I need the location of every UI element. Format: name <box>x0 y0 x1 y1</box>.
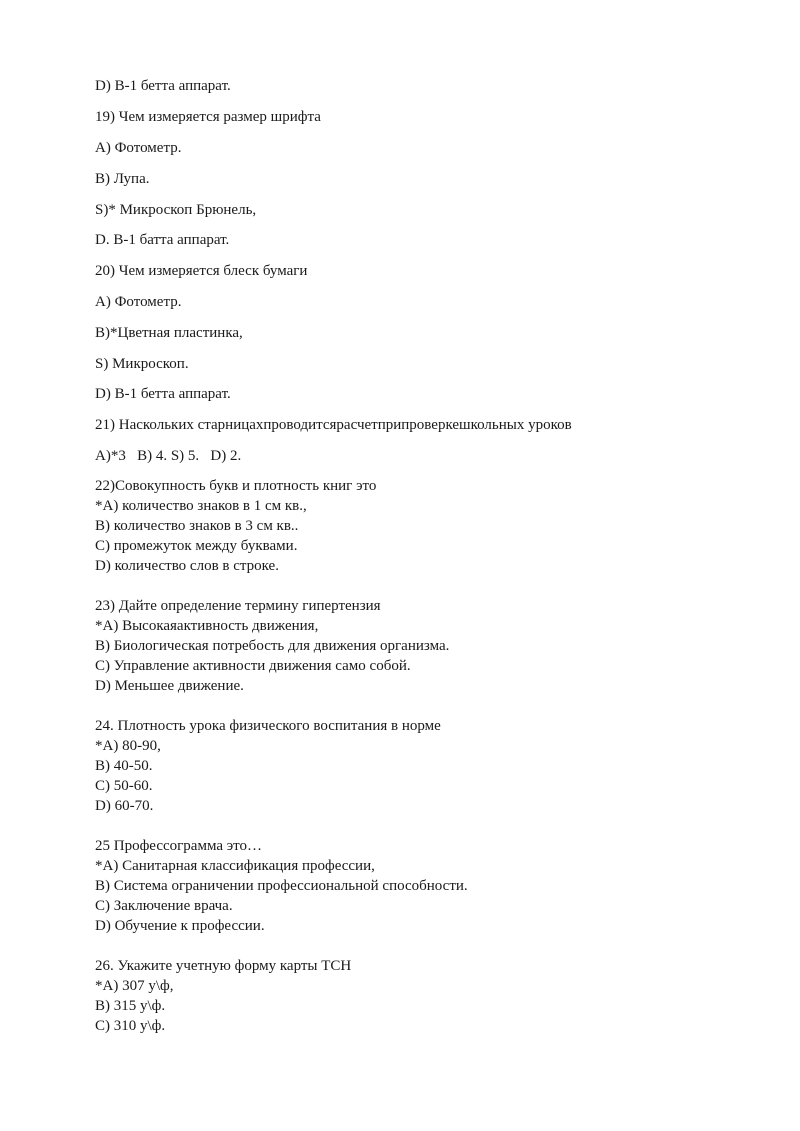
answer-line: C) промежуток между буквами. <box>95 538 298 554</box>
answer-line: *A) количество знаков в 1 см кв., <box>95 498 307 514</box>
answer-line: D) 60-70. <box>95 798 154 814</box>
question-line: 22)Совокупность букв и плотность книг это <box>95 478 377 494</box>
answer-line: A) Фотометр. <box>95 140 182 156</box>
answer-line: S) Микроскоп. <box>95 356 189 372</box>
answer-line: *A) 307 у\ф, <box>95 978 174 994</box>
answer-line: S)* Микроскоп Брюнель, <box>95 202 257 218</box>
answer-line: D) Обучение к профессии. <box>95 918 265 934</box>
answer-line: C) 310 у\ф. <box>95 1018 166 1034</box>
answer-line: *A) Высокаяактивность движения, <box>95 618 319 634</box>
question-line: 25 Профессограмма это… <box>95 838 263 854</box>
answer-line: A) Фотометр. <box>95 294 182 310</box>
answer-line: D) количество слов в строке. <box>95 558 279 574</box>
answer-line: D) В-1 бетта аппарат. <box>95 78 231 94</box>
answer-line: D. В-1 батта аппарат. <box>95 232 230 248</box>
answer-line: B)*Цветная пластинка, <box>95 325 243 341</box>
question-line: 20) Чем измеряется блеск бумаги <box>95 263 308 279</box>
question-line: 19) Чем измеряется размер шрифта <box>95 109 321 125</box>
answer-line: C) Заключение врача. <box>95 898 233 914</box>
answer-line: *A) Санитарная классификация профессии, <box>95 858 375 874</box>
answer-line: D) Меньшее движение. <box>95 678 244 694</box>
answer-line: B) Лупа. <box>95 171 150 187</box>
answer-line: B) Биологическая потребость для движения организма. <box>95 638 450 654</box>
answer-line: A)*3 B) 4. S) 5. D) 2. <box>95 448 242 464</box>
answer-line: *A) 80-90, <box>95 738 161 754</box>
question-line: 23) Дайте определение термину гипертензия <box>95 598 381 614</box>
answer-line: B) 40-50. <box>95 758 153 774</box>
answer-line: D) В-1 бетта аппарат. <box>95 386 231 402</box>
answer-line: B) количество знаков в 3 см кв.. <box>95 518 299 534</box>
answer-line: C) 50-60. <box>95 778 153 794</box>
question-line: 21) Наскольких старницахпроводитсярасчетприпроверкешкольных уроков <box>95 417 572 433</box>
question-line: 26. Укажите учетную форму карты ТСН <box>95 958 352 974</box>
answer-line: B) Система ограничении профессиональной способности. <box>95 878 468 894</box>
answer-line: C) Управление активности движения само собой. <box>95 658 411 674</box>
question-line: 24. Плотность урока физического воспитания в норме <box>95 718 441 734</box>
answer-line: B) 315 у\ф. <box>95 998 166 1014</box>
